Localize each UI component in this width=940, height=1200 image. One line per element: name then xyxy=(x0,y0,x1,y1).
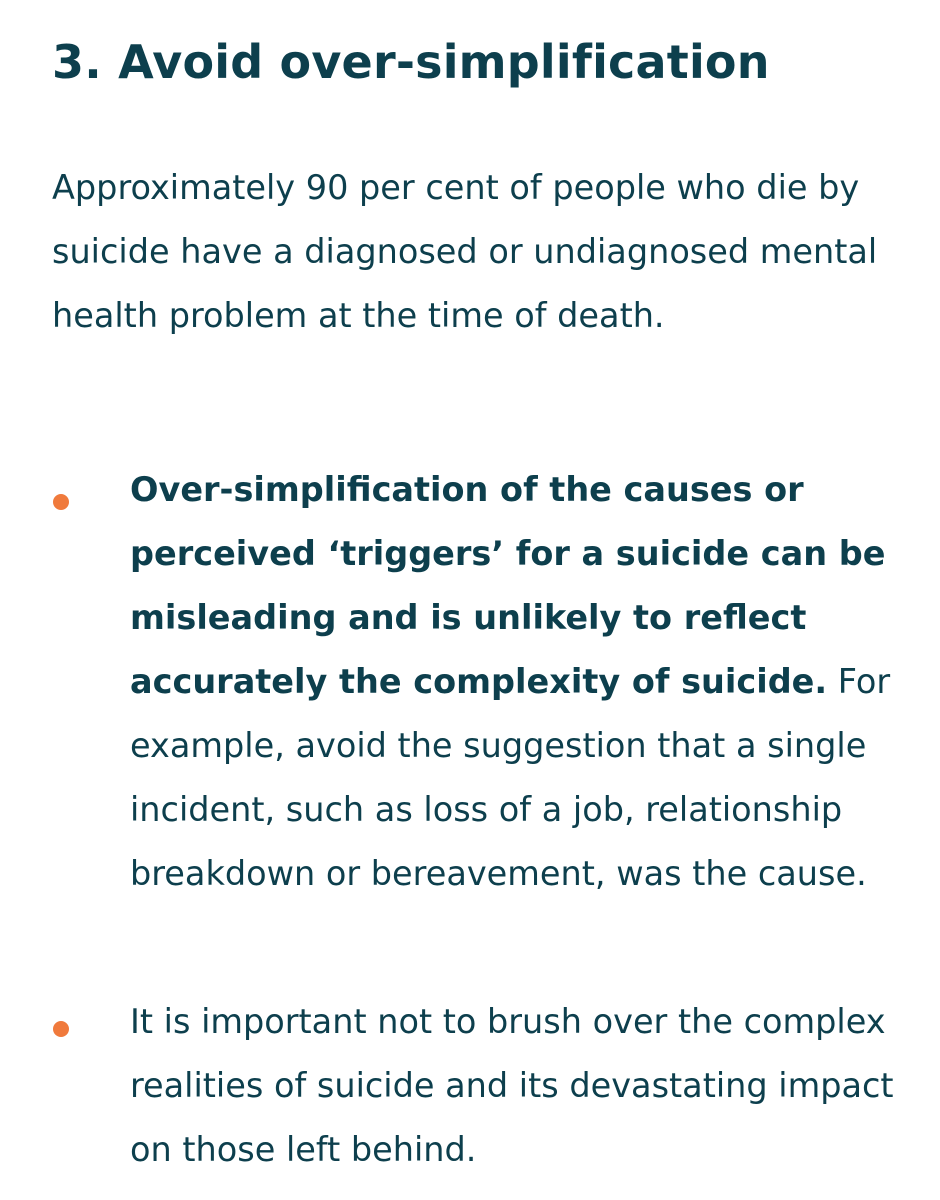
bullet-body-text: For example, avoid the suggestion that a single incident, such as loss of a job, relationship breakdown or bereavement, was the cause. xyxy=(130,662,891,893)
section-heading: 3. Avoid over-simplification xyxy=(52,35,770,89)
bullet-text xyxy=(130,458,920,906)
bullet-bold-text: Over-simplification of the causes or perceived ‘triggers’ for a suicide can be misleading and is unlikely to reflect accurately the complexity of suicide. xyxy=(130,470,886,701)
bullet-text xyxy=(130,990,920,1182)
bullet-dot-icon xyxy=(53,1021,69,1037)
bullet-body-text: It is important not to brush over the complex realities of suicide and its devastating impact on those left behind. xyxy=(130,1002,894,1169)
bullet-dot-icon xyxy=(53,494,69,510)
intro-paragraph: Approximately 90 per cent of people who die by suicide have a diagnosed or undiagnosed mental health problem at the time of death. xyxy=(52,168,878,335)
